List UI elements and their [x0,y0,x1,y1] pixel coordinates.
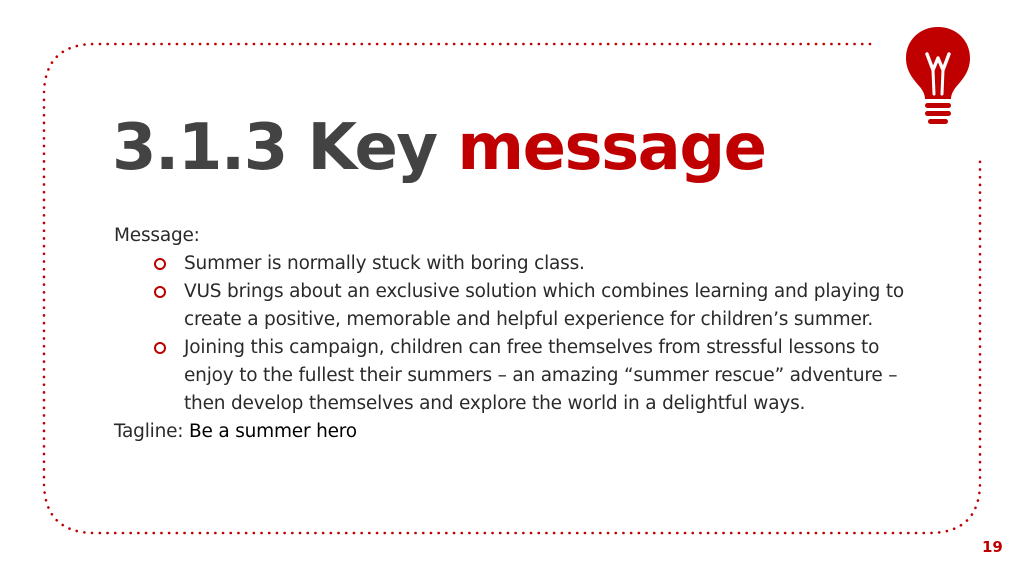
message-list [114,250,944,418]
bullet-text: Joining this campaign, children can free themselves from stressful lessons to enjoy to the fullest their summers – an amazing “summer rescue” adventure – then develop themselves and explore the world in a delightful ways. [184,337,898,414]
circle-outline-icon [154,258,166,270]
list-item [184,278,944,334]
title-number: 3.1.3 [112,111,287,185]
page-number: 19 [982,538,1003,556]
lightbulb-icon [903,24,973,128]
circle-outline-icon [154,286,166,298]
tagline-value: Be a summer hero [189,421,357,442]
bullet-text: Summer is normally stuck with boring class. [184,253,585,274]
slide-title [112,111,766,185]
title-accent: message [457,111,766,185]
tagline [114,418,944,446]
tagline-label: Tagline: [114,421,184,442]
title-key: Key [307,111,437,185]
message-label: Message: [114,225,200,246]
list-item [184,250,944,278]
bullet-text: VUS brings about an exclusive solution which combines learning and playing to create a positive, memorable and helpful experience for children’s summer. [184,281,905,330]
list-item [184,334,944,418]
circle-outline-icon [154,342,166,354]
slide-body [114,222,944,446]
